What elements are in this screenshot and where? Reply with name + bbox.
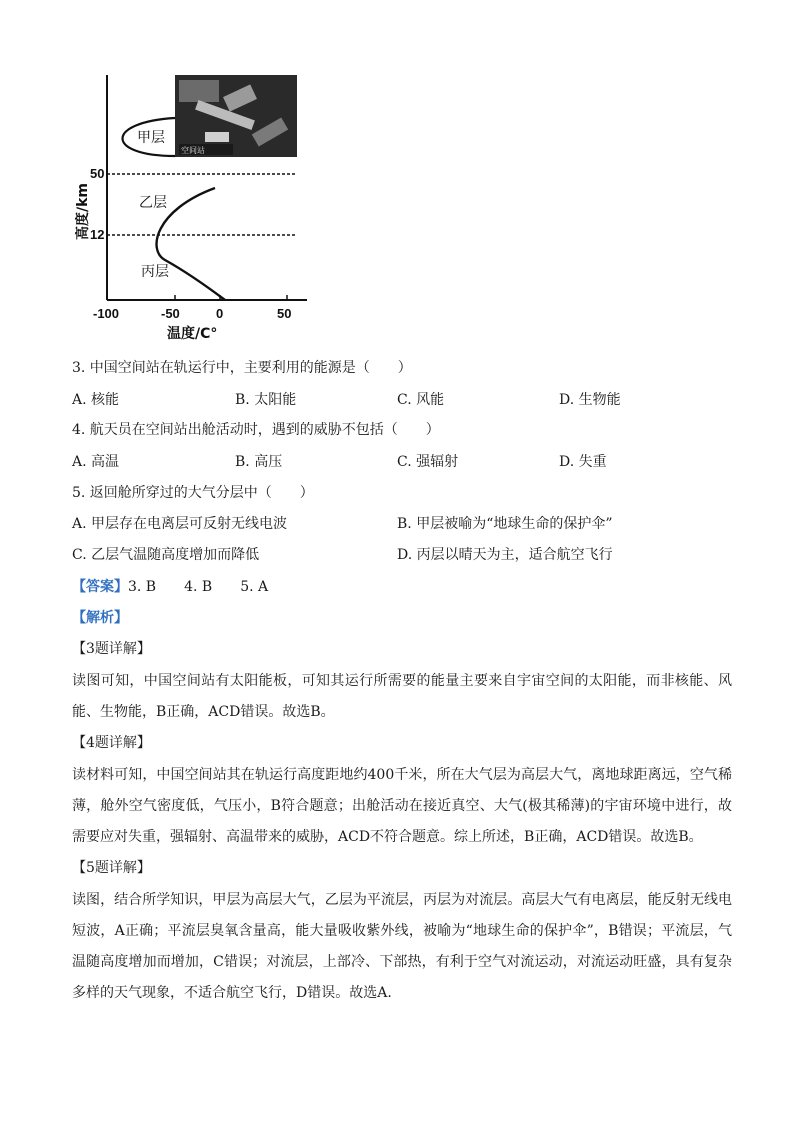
detail-3-text: 读图可知，中国空间站有太阳能板，可知其运行所需要的能量主要来自宇宙空间的太阳能，而非核能、风能、生物能，B正确，ACD错误。故选B。 [72,673,732,720]
atmosphere-diagram [75,70,315,350]
detail-5-title: 【5题详解】 [72,860,151,876]
x-axis-title: 温度/C° [167,326,218,342]
layer-label-yi: 乙层 [139,195,167,211]
y-tick-12: 12 [90,227,105,242]
space-station-photo [175,75,297,157]
question-5-option-d: D. 丙层以晴天为主，适合航空飞行 [397,547,613,563]
detail-5-text: 读图，结合所学知识，甲层为高层大气，乙层为平流层，丙层为对流层。高层大气有电离层，能反射无线电短波，A正确；平流层臭氧含量高，能大量吸收紫外线，被喻为“地球生命的保护伞”，B错误；平流层，气温随高度增加而增加，C错误；对流层，上部冷、下部热，有利于空气对流运动，对流运动旺盛，具有复杂多样的天气现象，不适合航空飞行，D错误。故选A. [72,892,732,1001]
analysis-tag: 【解析】 [72,610,128,626]
analysis-line [72,608,128,628]
question-5-option-b: B. 甲层被喻为“地球生命的保护伞” [397,516,613,532]
question-3-option-a: A. 核能 [72,392,120,408]
question-4-stem: 4. 航天员在空间站出舱活动时，遇到的威胁不包括（ ） [72,422,440,438]
x-tick-0: 0 [216,306,224,321]
layer-label-jia: 甲层 [137,130,165,146]
question-4-option-a: A. 高温 [72,454,120,470]
answer-line [72,577,268,597]
photo-label: 空间站 [181,146,205,155]
question-3-option-b: B. 太阳能 [235,392,297,408]
answer-text: 3. B 4. B 5. A [128,579,269,595]
question-4-option-b: B. 高压 [235,454,283,470]
question-4-option-c: C. 强辐射 [397,454,459,470]
question-5-option-c: C. 乙层气温随高度增加而降低 [72,547,260,563]
x-tick-minus100: -100 [93,306,120,321]
y-tick-50: 50 [90,166,105,181]
detail-3-title: 【3题详解】 [72,641,151,657]
detail-4-title: 【4题详解】 [72,735,151,751]
y-axis-title: 高度/km [75,182,91,240]
x-tick-minus50: -50 [161,306,180,321]
detail-4-text: 读材料可知，中国空间站其在轨运行高度距地约400千米，所在大气层为高层大气，离地球距离远，空气稀薄，舱外空气密度低，气压小，B符合题意；出舱活动在接近真空、大气(极其稀薄)的宇宙环境中进行，故需要应对失重，强辐射、高温带来的威胁，ACD不符合题意。综上所述，B正确，ACD错误。故选B。 [72,767,732,845]
layer-label-bing: 丙层 [141,264,169,280]
question-3-option-d: D. 生物能 [559,392,621,408]
question-3-stem: 3. 中国空间站在轨运行中，主要利用的能源是（ ） [72,360,412,376]
question-4-option-d: D. 失重 [559,454,607,470]
question-3-option-c: C. 风能 [397,392,445,408]
question-5-option-a: A. 甲层存在电离层可反射无线电波 [72,516,288,532]
atmosphere-figure [75,70,315,350]
question-5-stem: 5. 返回舱所穿过的大气分层中（ ） [72,485,314,501]
answer-tag: 【答案】 [72,579,128,595]
x-tick-50: 50 [277,306,292,321]
